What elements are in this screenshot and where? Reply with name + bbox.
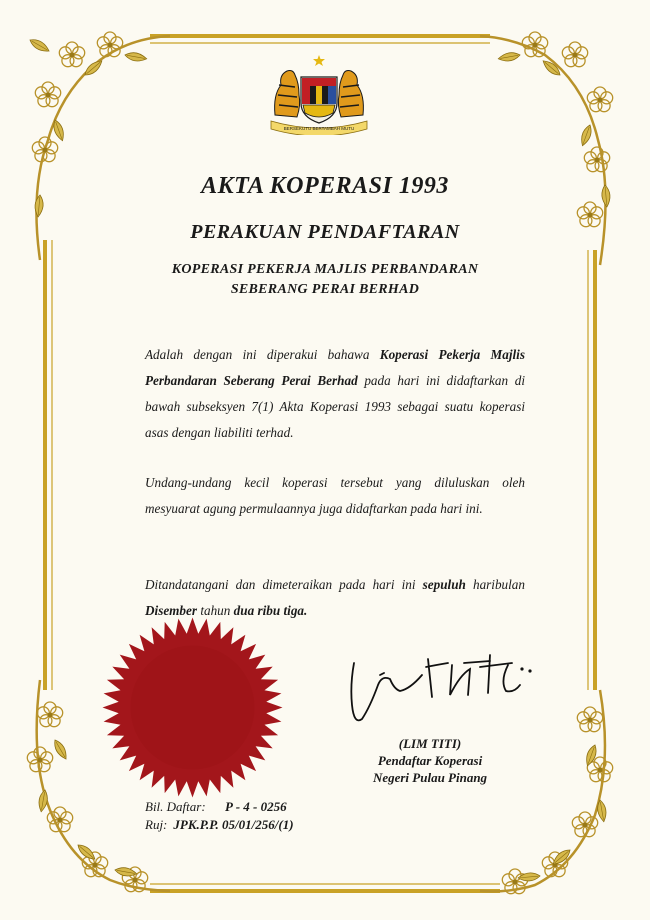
reference-label: Ruj: (145, 817, 168, 832)
p3-day: sepuluh (422, 577, 466, 592)
certificate-title: PERAKUAN PENDAFTARAN (190, 221, 460, 243)
reference-row (145, 816, 294, 834)
p3-text-c: haribulan (465, 577, 525, 592)
reference-value: JPK.P.P. 05/01/256/(1) (173, 817, 294, 832)
organization-name-line1: KOPERASI PEKERJA MAJLIS PERBANDARAN (171, 262, 479, 277)
signature (340, 645, 550, 735)
crest-motto: BERSEKUTU BERTAMBAH MUTU (283, 126, 355, 131)
registration-number-label: Bil. Daftar: (145, 799, 206, 814)
red-seal (100, 615, 285, 800)
act-title: AKTA KOPERASI 1993 (201, 173, 449, 199)
organization-name (0, 260, 650, 300)
certification-paragraph (145, 342, 525, 446)
signatory-state: Negeri Pulau Pinang (372, 770, 488, 785)
signatory-name: (LIM TITI) (398, 736, 462, 751)
p3-text-a: Ditandatangani dan dimeteraikan pada hari ini (145, 577, 423, 592)
p1-text-a: Adalah dengan ini diperakui bahawa (145, 347, 380, 362)
signatory-title: Pendaftar Koperasi (377, 753, 483, 768)
registration-number-value: P - 4 - 0256 (225, 799, 287, 814)
p1-text-c: pada hari ini didaftarkan di bawah subseksyen 7(1) Akta Koperasi 1993 sebagai suatu koperasi asas dengan liabiliti terhad. (145, 373, 526, 440)
registration-number-row (145, 798, 287, 816)
coat-of-arms-emblem (265, 55, 373, 135)
bylaws-paragraph: Undang-undang kecil koperasi tersebut yang diluluskan oleh mesyuarat agung permulaannya juga didaftarkan pada hari ini. (145, 475, 525, 516)
p3-month: Disember (145, 603, 198, 618)
p1-organization: Koperasi Pekerja Majlis Perbandaran Seberang Perai Berhad (145, 347, 525, 388)
p3-year: dua ribu tiga. (233, 603, 308, 618)
p3-text-e: tahun (197, 603, 234, 618)
organization-name-line2: SEBERANG PERAI BERHAD (230, 282, 420, 297)
